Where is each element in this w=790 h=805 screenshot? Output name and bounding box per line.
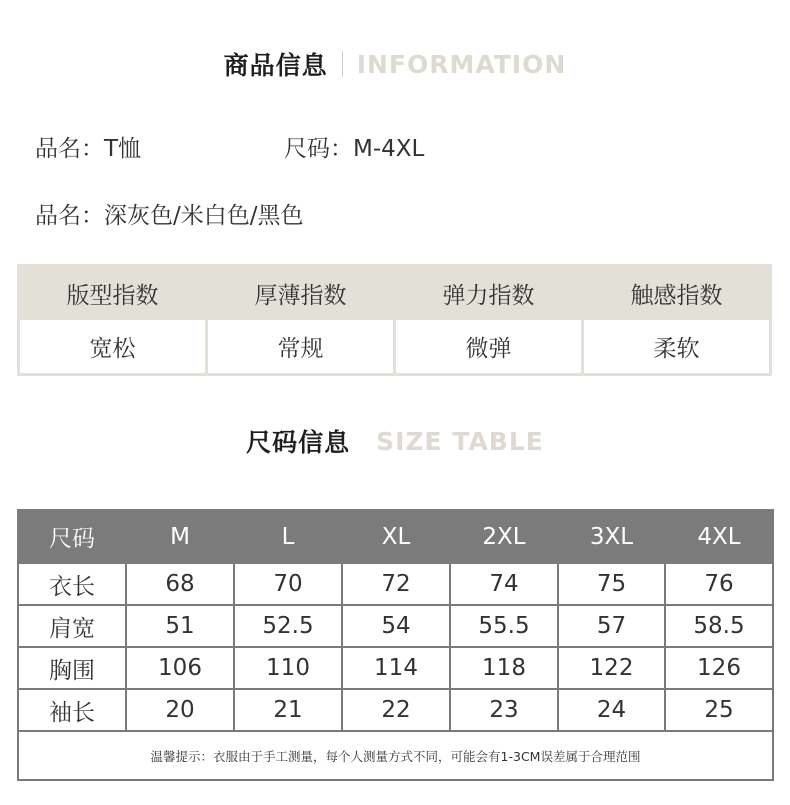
size-table <box>17 509 774 781</box>
size-cell: 114 <box>342 647 450 689</box>
size-cell: 52.5 <box>234 605 342 647</box>
info-title-en: INFORMATION <box>356 49 567 79</box>
size-row <box>18 605 773 647</box>
size-cell: 25 <box>665 689 773 731</box>
size-cell: 106 <box>126 647 234 689</box>
size-cell: 54 <box>342 605 450 647</box>
size-header: 尺码 <box>18 510 126 563</box>
size-header: XL <box>342 510 450 563</box>
size-title-en: SIZE TABLE <box>376 426 544 456</box>
attribute-header: 弹力指数 <box>395 266 583 321</box>
size-row <box>18 689 773 731</box>
size-cell: 肩宽 <box>18 605 126 647</box>
attribute-value: 微弹 <box>395 320 583 375</box>
info-title-zh: 商品信息 <box>223 51 328 80</box>
size-cell: 75 <box>558 563 665 605</box>
size-note-row <box>18 731 773 780</box>
size-row <box>18 647 773 689</box>
size-cell: 24 <box>558 689 665 731</box>
size-header: 4XL <box>665 510 773 563</box>
size-cell: 110 <box>234 647 342 689</box>
attribute-value: 宽松 <box>19 320 207 375</box>
size-cell: 57 <box>558 605 665 647</box>
size-cell: 74 <box>450 563 558 605</box>
size-cell: 22 <box>342 689 450 731</box>
size-cell: 68 <box>126 563 234 605</box>
size-row <box>18 563 773 605</box>
size-header: L <box>234 510 342 563</box>
size-cell: 72 <box>342 563 450 605</box>
size-cell: 122 <box>558 647 665 689</box>
size-cell: 55.5 <box>450 605 558 647</box>
size-header: M <box>126 510 234 563</box>
size-header-row <box>18 510 773 563</box>
attribute-value: 常规 <box>207 320 395 375</box>
attribute-header: 触感指数 <box>583 266 771 321</box>
title-divider <box>342 51 343 77</box>
attribute-header: 厚薄指数 <box>207 266 395 321</box>
size-cell: 20 <box>126 689 234 731</box>
size-cell: 118 <box>450 647 558 689</box>
size-header: 2XL <box>450 510 558 563</box>
product-name: 品名：T恤 <box>35 136 142 162</box>
size-section-title <box>0 423 790 459</box>
size-cell: 70 <box>234 563 342 605</box>
size-cell: 胸围 <box>18 647 126 689</box>
info-section-title <box>0 46 790 82</box>
size-cell: 51 <box>126 605 234 647</box>
size-header: 3XL <box>558 510 665 563</box>
size-cell: 76 <box>665 563 773 605</box>
attribute-header-row <box>19 266 771 321</box>
color-options: 品名：深灰色/米白色/黑色 <box>35 203 304 229</box>
measurement-note: 温馨提示：衣服由于手工测量，每个人测量方式不同，可能会有1-3CM误差属于合理范围 <box>18 731 773 780</box>
size-cell: 58.5 <box>665 605 773 647</box>
size-range: 尺码：M-4XL <box>284 136 425 162</box>
size-cell: 衣长 <box>18 563 126 605</box>
attribute-header: 版型指数 <box>19 266 207 321</box>
attribute-value: 柔软 <box>583 320 771 375</box>
attribute-value-row <box>19 320 771 375</box>
attribute-table <box>17 264 772 376</box>
size-title-zh: 尺码信息 <box>246 428 351 457</box>
size-cell: 126 <box>665 647 773 689</box>
size-cell: 袖长 <box>18 689 126 731</box>
size-cell: 21 <box>234 689 342 731</box>
size-cell: 23 <box>450 689 558 731</box>
